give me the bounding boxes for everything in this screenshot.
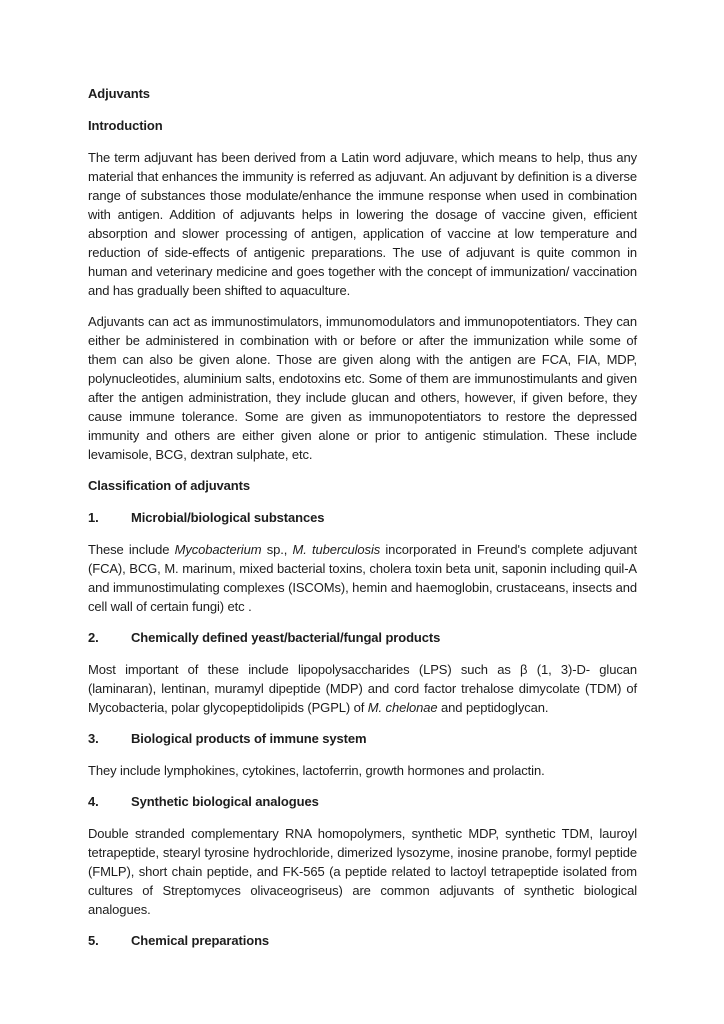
item-heading: Biological products of immune system <box>131 731 367 746</box>
item-paragraph: Double stranded complementary RNA homopolymers, synthetic MDP, synthetic TDM, lauroyl tetrapeptide, stearyl tyrosine hydrochloride, dimerized lysozyme, inosine pranobe, formyl peptide (FMLP), short chain peptide, and FK-565 (a peptide related to lactoyl tetrapeptide isolated from cultures of Streptomyces olivaceogriseus) are common adjuvants of synthetic biological analogues. <box>88 826 637 917</box>
item-paragraph: These include Mycobacterium sp., M. tuberculosis incorporated in Freund's complete adjuvant (FCA), BCG, M. marinum, mixed bacterial toxins, cholera toxin beta unit, saponin including quil-A and immunostimulating complexes (ISCOMs), hemin and haemoglobin, crustaceans, insects and cell wall of certain fungi) etc . <box>88 542 638 614</box>
item-heading-row <box>88 628 637 647</box>
item-number: 5. <box>88 933 99 948</box>
item-heading: Synthetic biological analogues <box>131 794 319 809</box>
item-number: 1. <box>88 510 99 525</box>
item-heading: Microbial/biological substances <box>131 510 325 525</box>
document-title: Adjuvants <box>88 86 150 101</box>
item-paragraph: Most important of these include lipopolysaccharides (LPS) such as β (1, 3)-D- glucan (laminaran), lentinan, muramyl dipeptide (MDP) and cord factor trehalose dimycolate (TDM) of Mycobacteria, polar glycopeptidolipids (PGPL) of M. chelonae and peptidoglycan. <box>88 662 637 715</box>
classification-item-3 <box>88 729 637 780</box>
item-paragraph: They include lymphokines, cytokines, lactoferrin, growth hormones and prolactin. <box>88 763 545 778</box>
item-number: 3. <box>88 731 99 746</box>
item-heading: Chemically defined yeast/bacterial/fungal products <box>131 630 441 645</box>
intro-paragraph-1: The term adjuvant has been derived from a Latin word adjuvare, which means to help, thus any material that enhances the immunity is referred as adjuvant. An adjuvant by definition is a diverse range of substances those modulate/enhance the immune response when used in combination with antigen. Addition of adjuvants helps in lowering the dosage of vaccine given, efficient absorption and slower processing of antigen, application of vaccine at low temperature and reduction of side-effects of antigenic preparations. The use of adjuvant is quite common in human and veterinary medicine and goes together with the concept of immunization/ vaccination and has gradually been shifted to aquaculture. <box>88 150 637 298</box>
item-heading-row <box>88 729 637 748</box>
classification-item-5 <box>88 931 637 950</box>
item-heading: Chemical preparations <box>131 933 270 948</box>
section-heading-classification: Classification of adjuvants <box>88 478 251 493</box>
intro-paragraph-2: Adjuvants can act as immunostimulators, immunomodulators and immunopotentiators. They can either be administered in combination with or before or after the immunization while some of them can also be given alone. Those are given along with the antigen are FCA, FIA, MDP, polynucleotides, aluminium salts, endotoxins etc. Some of them are immunostimulants and given after the antigen administration, they include glucan and others, however, if given before, they cause immune tolerance. Some are given as immunopotentiators to restore the depressed immunity and others are either given alone or prior to antigenic stimulation. These include levamisole, BCG, dextran sulphate, etc. <box>88 314 637 462</box>
item-heading-row <box>88 508 637 527</box>
classification-item-4 <box>88 792 637 919</box>
item-heading-row <box>88 792 637 811</box>
section-heading-introduction: Introduction <box>88 118 163 133</box>
item-number: 2. <box>88 630 99 645</box>
item-heading-row <box>88 931 637 950</box>
item-number: 4. <box>88 794 99 809</box>
classification-item-1 <box>88 508 637 616</box>
classification-item-2 <box>88 628 637 717</box>
